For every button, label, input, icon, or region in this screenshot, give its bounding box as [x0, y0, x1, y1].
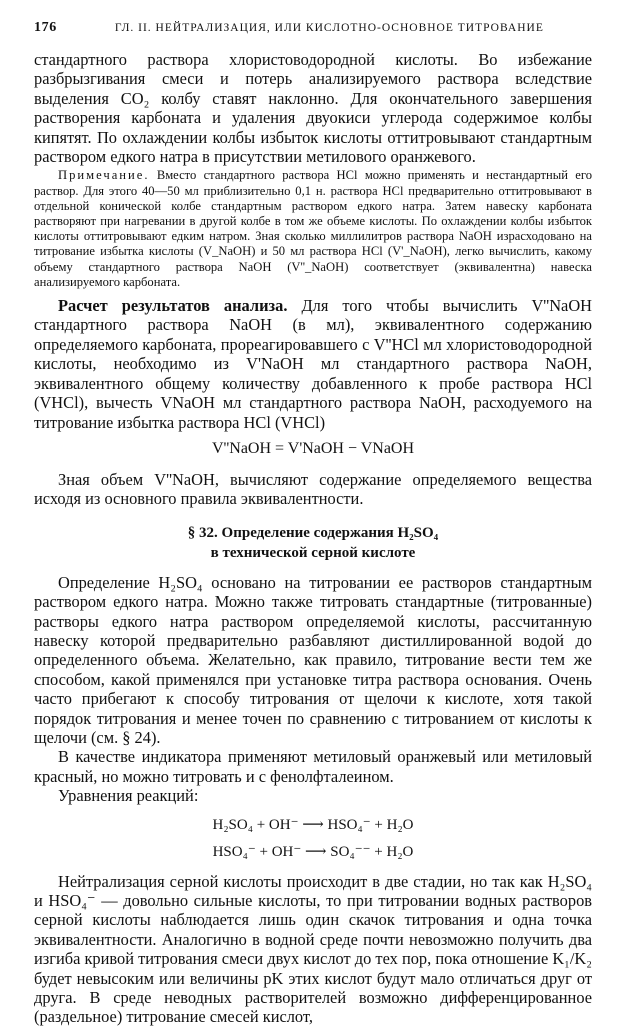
paragraph-carbonate-boiling: стандартного раствора хлористоводородной кислоты. Во избежание разбрызгивания смеси и потерь анализируемого раствора вследствие выделения CO₂ колбу ставят наклонно. Для окончательного завершения растворения карбоната и удаления двуокиси углерода содержимое колбы кипятят. По охлаждении колбы избыток кислоты оттитровывают стандартным раствором едкого натра в присутствии метилового оранжевого. [34, 50, 592, 167]
paragraph-neutralization-stages: Нейтрализация серной кислоты происходит в две стадии, но так как H₂SO₄ и HSO₄⁻ — довольно сильные кислоты, то при титровании водных растворов серной кислоты наблюдается лишь один скачок титрования и одна точка эквивалентности. Аналогично в водной среде почти невозможно получить два изгиба кривой титрования смеси двух кислот до тех пор, пока отношение K₁/K₂ будет невысоким или величины pK этих кислот будут мало отличаться друг от друга. В среде неводных растворителей возможно дифференцированное (раздельное) титрование смесей кислот, [34, 871, 592, 1027]
note-text: Вместо стандартного раствора HCl можно применять и нестандартный его раствор. Для этого 40—50 мл приблизительно 0,1 н. раствора HCl предварительно оттитровывают в отдельной конической колбе стандартным раствором едкого натра. Затем навеску карбоната растворяют при нагревании в другой колбе в том же объеме кислоты. По охлаждении колбы избыток кислоты оттитровывают едким натром. Зная сколько миллилитров раствора NaOH израсходовано на титрование избытка кислоты (V_NaOH) и 50 мл раствора HCl (V'_NaOH), легко вычислить, какому объему стандартного раствора NaOH (V''_NaOH) соответствует (эквивалентна) навеска анализируемого карбоната. [34, 168, 592, 289]
reaction-equation-1: H₂SO₄ + OH⁻ ⟶ HSO₄⁻ + H₂O [212, 816, 414, 833]
paragraph-indicator: В качестве индикатора применяют метиловый оранжевый или метиловый красный, но можно титровать и с фенолфталеином. [34, 747, 592, 786]
calculation-paragraph [34, 296, 592, 432]
section-heading [34, 523, 592, 563]
note-paragraph [34, 168, 592, 290]
section-title-line1: § 32. Определение содержания H₂SO₄ [187, 524, 439, 541]
reaction-equation-2: HSO₄⁻ + OH⁻ ⟶ SO₄⁻⁻ + H₂O [212, 843, 414, 860]
paragraph-h2so4-method: Определение H₂SO₄ основано на титровании ее растворов стандартным раствором едкого натра. Можно также титровать стандартные (титрованные) растворы едкого натра раствором определяемой кислоты, рассчитанную навеску которой предварительно разбавляют дистиллированной водой до определенного объема. Желательно, как правило, титрование вести тем же способом, какой применялся при установке титра раствора основания. Очень часто прибегают к способу титрования от щелочи к кислоте, хотя такой порядок титрования и менее точен по сравнению с титрованием от кислоты к щелочи (см. § 24). [34, 572, 592, 747]
paragraph-reaction-intro: Уравнения реакций: [58, 786, 199, 806]
running-header [34, 20, 592, 36]
volume-formula: V''NaOH = V'NaOH − VNaOH [211, 439, 415, 457]
running-title: ГЛ. II. НЕЙТРАЛИЗАЦИЯ, ИЛИ КИСЛОТНО-ОСНОВНОЕ ТИТРОВАНИЕ [114, 22, 544, 34]
calculation-heading: Расчет результатов анализа. [58, 296, 288, 316]
calculation-conclusion: Зная объем V''NaOH, вычисляют содержание определяемого вещества исходя из основного правила эквивалентности. [34, 469, 592, 509]
section-title-line2: в технической серной кислоте [210, 544, 416, 561]
calculation-text: Для того чтобы вычислить V''NaOH стандартного раствора NaOH (в мл), эквивалентного содержанию определяемого карбоната, прореагировавшего с V''HCl мл хлористоводородной кислоты, необходимо из V'NaOH мл стандартного раствора NaOH, эквивалентного общему количеству добавленного к пробе раствора HCl (VHCl), вычесть VNaOH мл стандартного раствора NaOH, расходуемого на титрование избытка раствора HCl (VHCl) [34, 296, 592, 432]
note-label: Примечание. [58, 168, 150, 183]
page [34, 20, 592, 1027]
page-number: 176 [34, 20, 57, 35]
reaction-equations [34, 812, 592, 866]
